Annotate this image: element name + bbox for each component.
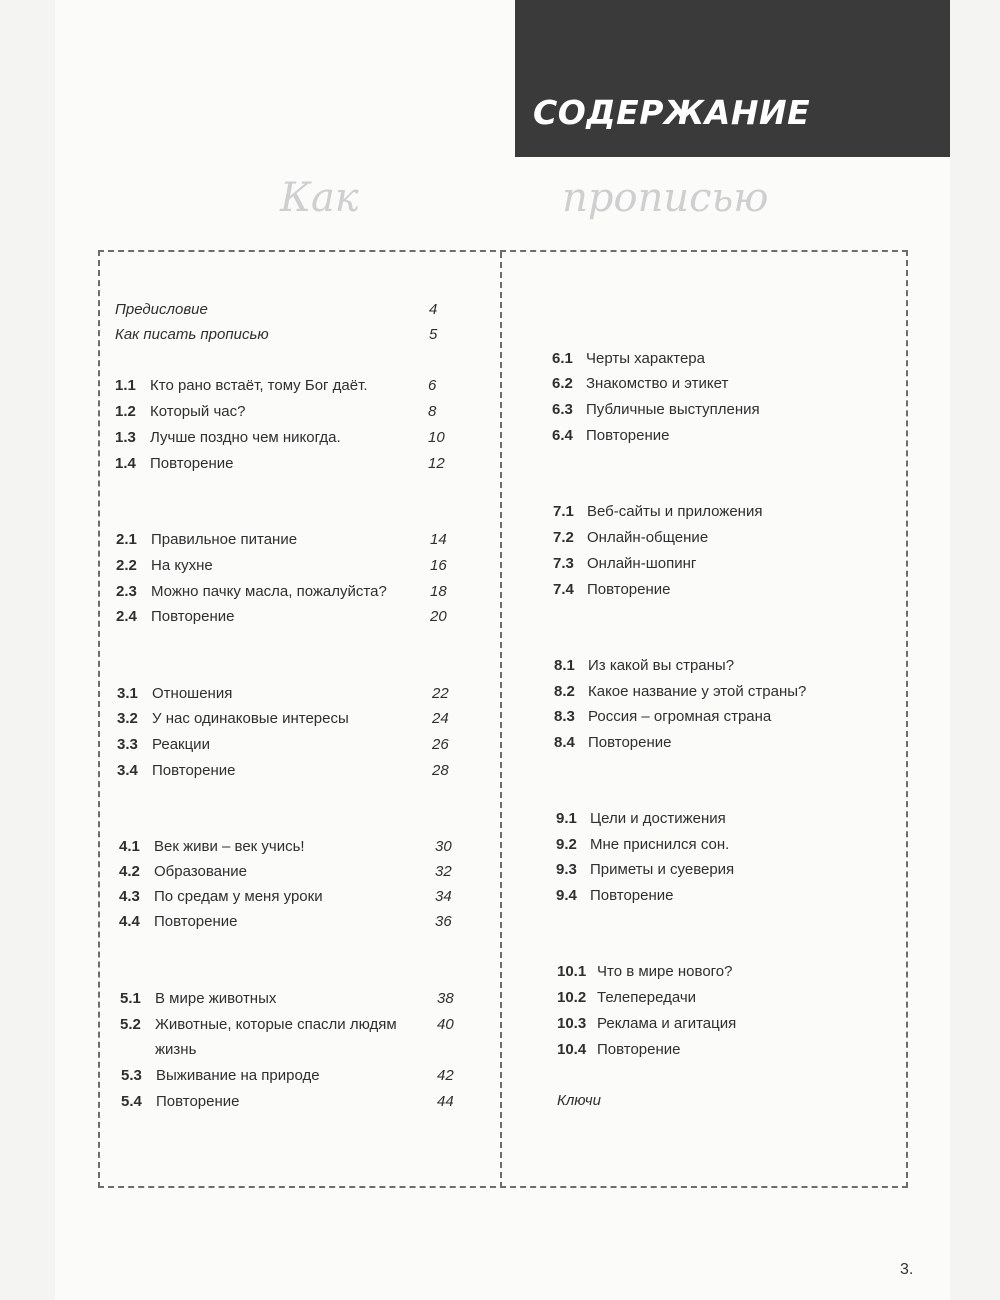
toc-entry-number: 2.4 <box>116 608 137 625</box>
toc-entry-number: 1.4 <box>115 455 136 472</box>
toc-entry-number: 6.1 <box>552 350 573 367</box>
toc-entry-number: 3.1 <box>117 685 138 702</box>
toc-entry-number: 1.3 <box>115 429 136 446</box>
toc-entry-page: 28 <box>432 762 449 779</box>
toc-entry-label: Цели и достижения <box>590 810 726 827</box>
toc-entry-label: Онлайн-общение <box>587 529 709 546</box>
toc-entry-label: Телепередачи <box>597 989 697 1006</box>
toc-entry-number: 9.1 <box>556 810 577 827</box>
toc-entry-number: 8.3 <box>554 708 575 725</box>
toc-entry-number: 7.2 <box>553 529 574 546</box>
toc-entry-number: 7.1 <box>553 503 574 520</box>
toc-entry-label: Выживание на природе <box>156 1067 320 1084</box>
toc-entry-number: 4.3 <box>119 888 140 905</box>
toc-entry-label: Знакомство и этикет <box>586 375 729 392</box>
toc-entry-label: Что в мире нового? <box>597 963 733 980</box>
toc-entry-page: 42 <box>437 1067 454 1084</box>
toc-entry-number: 10.1 <box>557 963 587 980</box>
toc-entry-number: 9.2 <box>556 836 577 853</box>
toc-entry-page: 26 <box>432 736 449 753</box>
toc-entry-number: 3.3 <box>117 736 138 753</box>
toc-entry-label: Можно пачку масла, пожалуйста? <box>151 583 387 600</box>
toc-entry-label: Ключи <box>557 1092 602 1109</box>
toc-entry-number: 7.4 <box>553 581 574 598</box>
toc-entry-number: 8.4 <box>554 734 575 751</box>
toc-entry-label: Кто рано встаёт, тому Бог даёт. <box>150 377 368 394</box>
toc-entry-number: 5.4 <box>121 1093 142 1110</box>
toc-entry-number: 5.1 <box>120 990 141 1007</box>
toc-entry-number: 10.4 <box>557 1041 587 1058</box>
toc-entry-label: Приметы и суеверия <box>590 861 735 878</box>
toc-entry-page: 36 <box>435 913 452 930</box>
toc-entry-label: Животные, которые спасли людям <box>155 1016 397 1033</box>
toc-entry-number: 2.2 <box>116 557 137 574</box>
toc-entry-number: 1.2 <box>115 403 136 420</box>
toc-entry-number: 2.1 <box>116 531 137 548</box>
toc-entry-label: Публичные выступления <box>586 401 760 418</box>
toc-entry-number: 5.2 <box>120 1016 141 1033</box>
toc-entry-page: 24 <box>432 710 449 727</box>
toc-entry-number: 2.3 <box>116 583 137 600</box>
toc-entry-label: Который час? <box>150 403 246 420</box>
toc-entry-label: Онлайн-шопинг <box>587 555 697 572</box>
toc-entry-label: Повторение <box>156 1093 240 1110</box>
toc-entry-label: Повторение <box>150 455 234 472</box>
toc-entry-page: 8 <box>428 403 437 420</box>
toc-entry-label: Правильное питание <box>151 531 298 548</box>
toc-entry-label: Повторение <box>587 581 671 598</box>
toc-entry-page: 6 <box>428 377 437 394</box>
toc-entry-label: Повторение <box>597 1041 681 1058</box>
toc-entry-page: 44 <box>437 1093 454 1110</box>
toc-entry-label: Век живи – век учись! <box>154 838 305 855</box>
toc-entry-label: Лучше поздно чем никогда. <box>150 429 341 446</box>
title-banner <box>515 0 950 157</box>
toc-entry-label: Образование <box>154 863 247 880</box>
toc-entry-page: 10 <box>428 429 445 446</box>
toc-entry-page: 16 <box>430 557 447 574</box>
toc-entry-page: 38 <box>437 990 454 1007</box>
toc-entry-label: Мне приснился сон. <box>590 836 730 853</box>
toc-entry-label: Какое название у этой страны? <box>588 683 807 700</box>
toc-entry-label: В мире животных <box>155 990 277 1007</box>
toc-entry-label: Повторение <box>154 913 238 930</box>
toc-entry-number: 9.3 <box>556 861 577 878</box>
toc-entry-label: У нас одинаковые интересы <box>152 710 349 727</box>
toc-entry-number: 3.2 <box>117 710 138 727</box>
toc-entry-page: 40 <box>437 1016 454 1033</box>
toc-entry-label: По средам у меня уроки <box>154 888 323 905</box>
toc-entry-label: Черты характера <box>586 350 705 367</box>
toc-entry-label: Реакции <box>152 736 210 753</box>
toc-entry-number: 1.1 <box>115 377 136 394</box>
toc-entry-page: 32 <box>435 863 452 880</box>
toc-entry-number: 9.4 <box>556 887 577 904</box>
toc-entry-label: На кухне <box>151 557 213 574</box>
toc-entry-number: 8.2 <box>554 683 575 700</box>
page-title: СОДЕРЖАНИЕ <box>533 93 811 132</box>
toc-entry-label: Отношения <box>152 685 233 702</box>
toc-entry-number: 4.2 <box>119 863 140 880</box>
toc-entry-page: 5 <box>429 326 438 343</box>
page-number: 3. <box>900 1261 914 1278</box>
toc-column-divider <box>500 252 502 1188</box>
toc-entry-label: Веб-сайты и приложения <box>587 503 763 520</box>
toc-entry-label: Повторение <box>586 427 670 444</box>
toc-entry-page: 30 <box>435 838 452 855</box>
toc-entry-number: 10.3 <box>557 1015 587 1032</box>
toc-entry-number: 3.4 <box>117 762 138 779</box>
toc-entry-label: Россия – огромная страна <box>588 708 772 725</box>
toc-entry-label: Из какой вы страны? <box>588 657 735 674</box>
toc-entry-label: Повторение <box>151 608 235 625</box>
toc-entry-page: 4 <box>429 301 438 318</box>
toc-entry-page: 20 <box>430 608 447 625</box>
toc-entry-label: Повторение <box>152 762 236 779</box>
toc-entry-page: 22 <box>432 685 449 702</box>
toc-entry-page: 12 <box>428 455 445 472</box>
toc-entry-page: 14 <box>430 531 447 548</box>
toc-entry-number: 5.3 <box>121 1067 142 1084</box>
show-through-decoration: Как прописью <box>280 175 769 221</box>
toc-entry-number: 7.3 <box>553 555 574 572</box>
toc-entry-page: 18 <box>430 583 447 600</box>
toc-entry-label: Повторение <box>590 887 674 904</box>
toc-entry-number: 4.1 <box>119 838 140 855</box>
toc-entry-label: Реклама и агитация <box>597 1015 737 1032</box>
toc-entry-number: 6.2 <box>552 375 573 392</box>
toc-entry-page: 34 <box>435 888 452 905</box>
toc-entry-number: 10.2 <box>557 989 587 1006</box>
toc-entry-label: Повторение <box>588 734 672 751</box>
toc-entry-number: 6.3 <box>552 401 573 418</box>
toc-entry-number: 8.1 <box>554 657 575 674</box>
toc-entry-number: 4.4 <box>119 913 140 930</box>
toc-entry-label: Как писать прописью <box>115 326 269 343</box>
toc-entry-label-continued: жизнь <box>155 1041 197 1058</box>
toc-entry-number: 6.4 <box>552 427 573 444</box>
toc-entry-label: Предисловие <box>115 301 208 318</box>
